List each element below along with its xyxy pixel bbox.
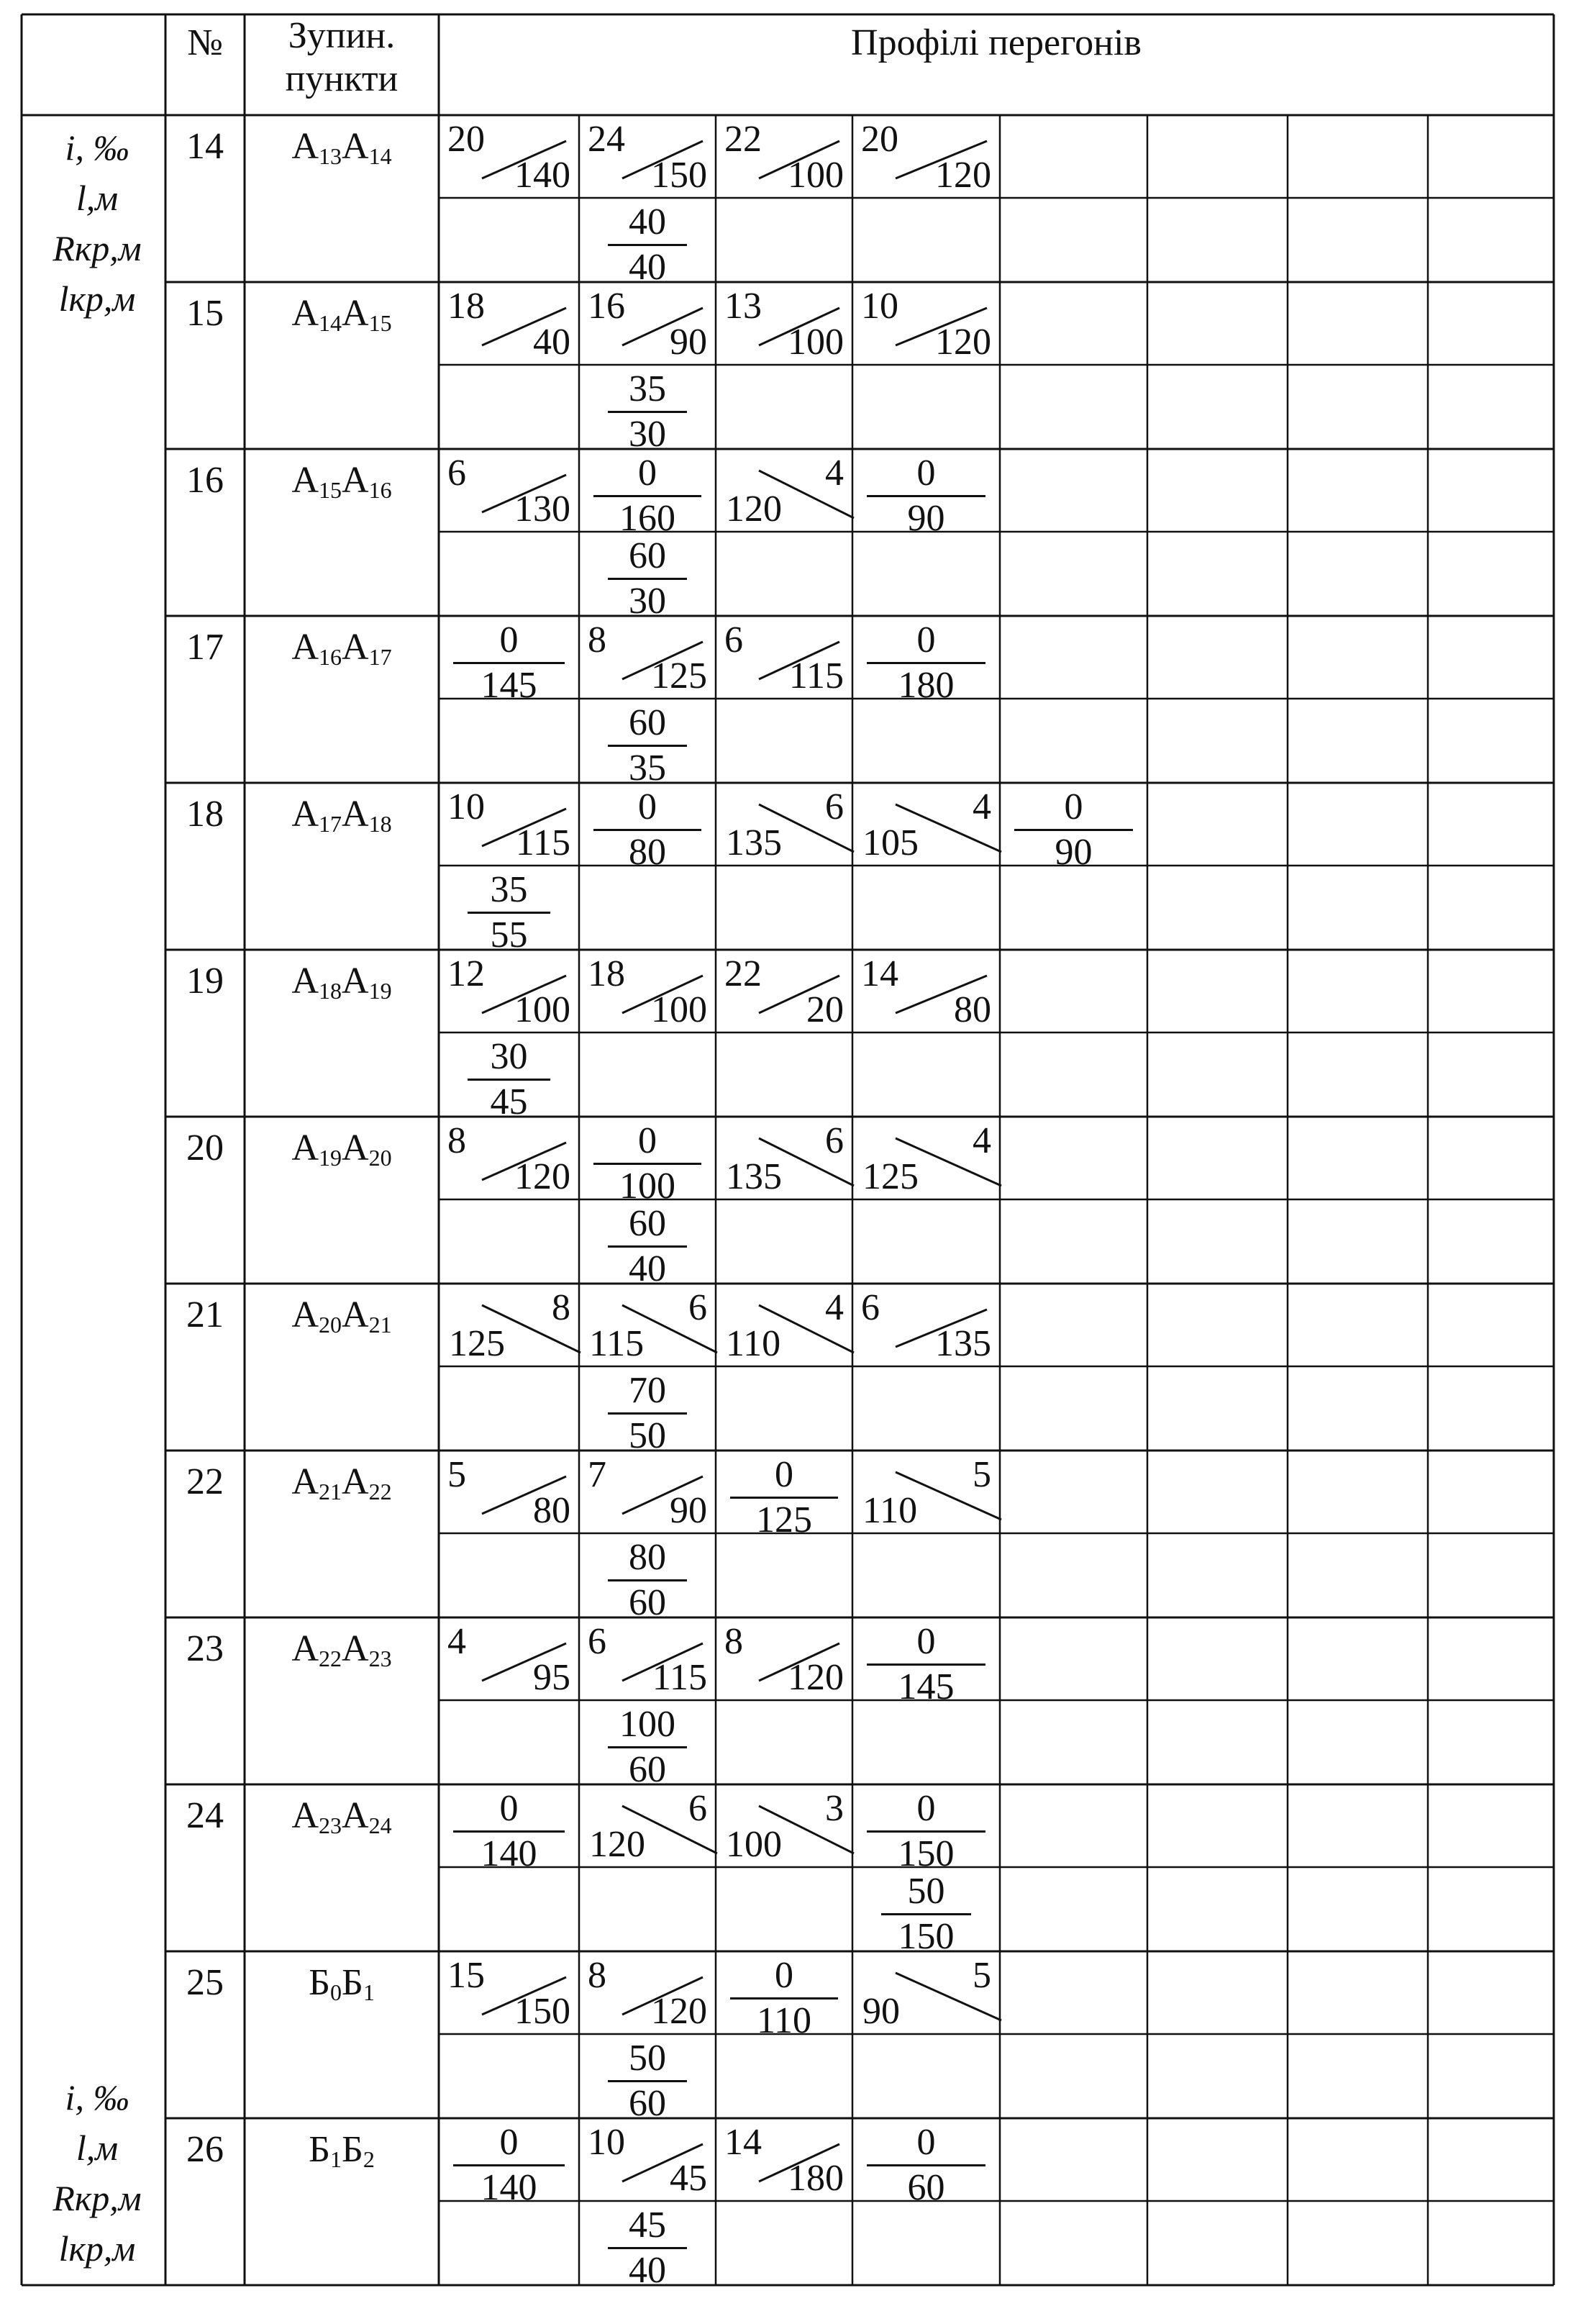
profile-length: 140: [481, 1833, 537, 1874]
row-number: 15: [186, 293, 224, 334]
profile-grade-descent: 3: [825, 1788, 844, 1829]
row-number: 22: [186, 1461, 224, 1502]
profile-grade: 0: [593, 1122, 701, 1165]
profile-element-level: [1014, 786, 1133, 873]
profile-grade-descent: 6: [688, 1287, 707, 1328]
segment-start-index: 17: [319, 811, 342, 837]
profile-grade: 0: [593, 455, 701, 497]
profile-grade-ascent: 8: [588, 619, 606, 661]
profile-grade-ascent: 14: [861, 953, 898, 994]
profile-length: 125: [756, 1499, 812, 1540]
profile-length: 145: [898, 1666, 955, 1707]
curve-element: [608, 201, 687, 288]
row-number: 19: [186, 961, 224, 1002]
label-curve-radius: Rкр,м: [53, 228, 142, 268]
profile-element-level: [867, 455, 985, 537]
curve-length: 40: [629, 2250, 666, 2291]
profile-element-level: [867, 619, 985, 706]
profile-length: 140: [514, 155, 570, 196]
profile-element-level: [593, 786, 701, 873]
profile-length: 150: [651, 155, 707, 196]
segment-end-index: 2: [363, 2146, 375, 2172]
curve-element: [608, 1205, 687, 1288]
profile-grade-ascent: 8: [588, 1955, 606, 1996]
segment-end-letter: Б: [342, 1962, 363, 2003]
label-curve-radius: Rкр,м: [53, 2178, 142, 2218]
row-number: 18: [186, 794, 224, 835]
profile-grade: 0: [1014, 789, 1133, 831]
label-length: l,м: [76, 178, 119, 218]
profile-length: 20: [806, 989, 844, 1030]
segment-name: [245, 1127, 439, 1171]
segment-end-letter: А: [342, 627, 369, 668]
profile-length: 125: [651, 655, 707, 696]
segment-end-letter: А: [342, 1127, 369, 1168]
segment-start-letter: А: [291, 1628, 319, 1669]
segment-end-letter: А: [342, 460, 369, 501]
profile-length: 135: [726, 1156, 782, 1197]
profile-length: 100: [619, 1166, 675, 1207]
segment-end-index: 18: [368, 811, 392, 837]
segment-end-index: 19: [368, 978, 392, 1004]
profile-grade-ascent: 6: [447, 453, 466, 494]
profile-length: 125: [862, 1156, 919, 1197]
segment-start-letter: А: [291, 460, 319, 501]
curve-element: [881, 1873, 971, 1956]
curve-element: [608, 1372, 687, 1455]
profile-grade-descent: 4: [825, 1287, 844, 1328]
segment-name: [245, 961, 439, 1004]
profile-length: 90: [1055, 832, 1093, 873]
segment-end-letter: А: [342, 1294, 369, 1335]
profile-grade: 0: [867, 1623, 985, 1666]
curve-element: [608, 537, 687, 620]
curve-element: [608, 2040, 687, 2123]
segment-start-index: 14: [319, 310, 342, 336]
profile-grade-ascent: 6: [588, 1621, 606, 1662]
curve-radius: 40: [608, 204, 687, 246]
profile-grade-ascent: 10: [588, 2122, 625, 2163]
curve-length: 40: [629, 247, 666, 288]
segment-start-letter: А: [291, 1127, 319, 1168]
profile-grade-ascent: 10: [447, 786, 485, 827]
curve-length: 30: [629, 414, 666, 455]
profile-grade-ascent: 7: [588, 1454, 606, 1495]
profile-grade-descent: 6: [825, 786, 844, 827]
curve-element: [468, 871, 550, 954]
curve-radius: 80: [608, 1539, 687, 1581]
label-curve-length: lкр,м: [58, 278, 136, 319]
profile-element-level: [730, 1957, 838, 2040]
profile-grade-ascent: 22: [724, 953, 762, 994]
segment-start-letter: А: [291, 961, 319, 1002]
curve-length: 35: [629, 748, 666, 789]
profile-grade: 0: [453, 2124, 565, 2166]
row-number: 25: [186, 1962, 224, 2003]
profile-length: 100: [651, 989, 707, 1030]
segment-end-index: 24: [368, 1812, 392, 1838]
profile-grade-ascent: 20: [861, 119, 898, 160]
profile-grade-ascent: 5: [447, 1454, 466, 1495]
segment-name: [245, 1962, 439, 2005]
curve-element: [608, 1706, 687, 1789]
profile-grade-ascent: 10: [861, 286, 898, 327]
profile-length: 145: [481, 665, 537, 706]
segment-end-index: 15: [368, 310, 392, 336]
side-label-top: [29, 122, 165, 324]
profile-length: 115: [788, 655, 844, 696]
segment-name: [245, 1795, 439, 1838]
profile-element-level: [453, 1790, 565, 1873]
profile-grade-ascent: 24: [588, 119, 625, 160]
header-number: №: [187, 22, 223, 63]
curve-length: 60: [629, 2083, 666, 2124]
segment-name: [245, 293, 439, 336]
profile-grade: 0: [867, 622, 985, 664]
profile-length: 120: [514, 1156, 570, 1197]
segment-end-letter: А: [342, 1628, 369, 1669]
segment-start-index: 18: [319, 978, 342, 1004]
profile-grade-descent: 8: [552, 1287, 570, 1328]
profile-length: 100: [788, 155, 844, 196]
segment-start-index: 1: [330, 2146, 342, 2172]
curve-element: [608, 2207, 687, 2289]
segment-end-letter: Б: [342, 2129, 363, 2170]
profile-length: 180: [898, 665, 955, 706]
profile-grade-descent: 4: [973, 1120, 991, 1161]
profile-grade-ascent: 18: [588, 953, 625, 994]
profile-grade-descent: 4: [973, 786, 991, 827]
curve-length: 150: [898, 1916, 955, 1957]
segment-start-letter: Б: [309, 2129, 330, 2170]
profile-grade-descent: 5: [973, 1955, 991, 1996]
header-stop-points: Зупин. пункти: [285, 15, 399, 99]
profile-element-level: [867, 2124, 985, 2207]
row-number: 16: [186, 460, 224, 501]
segment-end-letter: А: [342, 126, 369, 167]
curve-element: [608, 704, 687, 787]
profile-grade: 0: [730, 1957, 838, 2000]
profile-grade-descent: 6: [825, 1120, 844, 1161]
curve-radius: 45: [608, 2207, 687, 2249]
profile-grade-descent: 6: [688, 1788, 707, 1829]
segment-start-letter: А: [291, 1294, 319, 1335]
segment-start-letter: А: [291, 1461, 319, 1502]
segment-name: [245, 794, 439, 837]
segment-start-index: 19: [319, 1145, 342, 1171]
label-length: l,м: [76, 2128, 119, 2168]
curve-element: [608, 368, 687, 455]
segment-end-index: 14: [368, 143, 392, 169]
profile-length: 45: [670, 2158, 707, 2199]
curve-length: 45: [490, 1081, 528, 1122]
profile-element-level: [593, 1122, 701, 1205]
profile-grade-descent: 4: [825, 453, 844, 494]
row-number: 17: [186, 627, 224, 668]
profile-length: 160: [619, 498, 675, 539]
segment-end-letter: А: [342, 961, 369, 1002]
profile-element-level: [730, 1456, 838, 1539]
curve-radius: 60: [608, 1205, 687, 1248]
profile-grade-ascent: 14: [724, 2122, 762, 2163]
profile-length: 120: [935, 322, 991, 363]
row-number: 26: [186, 2129, 224, 2170]
segment-start-index: 21: [319, 1479, 342, 1504]
curve-element: [608, 1539, 687, 1622]
profile-grade-ascent: 8: [447, 1120, 466, 1161]
segment-start-letter: Б: [309, 1962, 330, 2003]
profile-grade-ascent: 8: [724, 1621, 743, 1662]
segment-name: [245, 1294, 439, 1338]
curve-radius: 100: [608, 1706, 687, 1748]
segment-name: [245, 2129, 439, 2172]
profile-length: 60: [907, 2167, 945, 2208]
profile-grade-ascent: 6: [861, 1287, 880, 1328]
profile-grade: 0: [867, 455, 985, 497]
profile-length: 115: [589, 1323, 645, 1364]
profile-grade-ascent: 22: [724, 119, 762, 160]
segment-end-letter: А: [342, 1461, 369, 1502]
profile-grade-descent: 5: [973, 1454, 991, 1495]
segment-end-index: 16: [368, 477, 392, 503]
curve-radius: 60: [608, 537, 687, 580]
profile-length: 150: [514, 1991, 570, 2032]
profile-length: 90: [907, 498, 945, 539]
segment-end-index: 1: [363, 1979, 375, 2005]
segment-end-index: 22: [368, 1479, 392, 1504]
profile-length: 100: [726, 1824, 782, 1865]
profile-length: 120: [935, 155, 991, 196]
profile-length: 105: [862, 822, 919, 863]
curve-radius: 70: [608, 1372, 687, 1415]
segment-name: [245, 126, 439, 169]
profile-length: 140: [481, 2167, 537, 2208]
row-number: 21: [186, 1294, 224, 1335]
profile-length: 125: [449, 1323, 505, 1364]
label-grade: i, ‰: [65, 2077, 129, 2118]
curve-length: 40: [629, 1248, 666, 1289]
segment-start-letter: А: [291, 1795, 319, 1836]
profile-length: 110: [756, 2000, 812, 2041]
curve-length: 30: [629, 581, 666, 622]
profile-grade-ascent: 6: [724, 619, 743, 661]
segment-start-index: 0: [330, 1979, 342, 2005]
segment-start-index: 20: [319, 1312, 342, 1338]
curve-length: 60: [629, 1582, 666, 1623]
profile-grade: 0: [453, 622, 565, 664]
profile-grade-ascent: 18: [447, 286, 485, 327]
profile-length: 120: [589, 1824, 645, 1865]
curve-radius: 30: [468, 1038, 550, 1081]
profile-element-level: [593, 455, 701, 537]
profile-length: 80: [533, 1490, 570, 1531]
profile-length: 90: [670, 1490, 707, 1531]
row-number: 24: [186, 1795, 224, 1836]
profile-grade: 0: [867, 1790, 985, 1833]
segment-name: [245, 1461, 439, 1504]
profile-length: 150: [898, 1833, 955, 1874]
profile-length: 110: [726, 1323, 781, 1364]
segment-end-index: 20: [368, 1145, 392, 1171]
profile-element-level: [453, 619, 565, 706]
profile-length: 90: [862, 1991, 900, 2032]
profile-length: 115: [652, 1657, 707, 1698]
label-curve-length: lкр,м: [58, 2228, 136, 2269]
profile-grade-ascent: 12: [447, 953, 485, 994]
curve-radius: 35: [468, 871, 550, 914]
profile-grade-ascent: 13: [724, 286, 762, 327]
profile-grade: 0: [867, 2124, 985, 2166]
curve-length: 50: [629, 1415, 666, 1456]
segment-start-letter: А: [291, 293, 319, 334]
profile-length: 80: [954, 989, 991, 1030]
profile-grade-ascent: 15: [447, 1955, 485, 1996]
segment-end-index: 17: [368, 644, 392, 670]
profile-length: 110: [862, 1490, 918, 1531]
row-number: 23: [186, 1628, 224, 1669]
profile-length: 120: [788, 1657, 844, 1698]
profile-length: 135: [726, 822, 782, 863]
curve-length: 55: [490, 914, 528, 956]
profile-element-level: [867, 1623, 985, 1706]
profile-length: 120: [651, 1991, 707, 2032]
profile-grade-ascent: 4: [447, 1621, 466, 1662]
profile-length: 180: [788, 2158, 844, 2199]
profile-grade: 0: [730, 1456, 838, 1499]
segment-end-index: 21: [368, 1312, 392, 1338]
segment-name: [245, 627, 439, 670]
segment-start-index: 13: [319, 143, 342, 169]
profile-length: 40: [533, 322, 570, 363]
segment-end-letter: А: [342, 293, 369, 334]
curve-radius: 50: [881, 1873, 971, 1915]
row-number: 14: [186, 126, 224, 167]
profile-length: 115: [515, 822, 570, 863]
label-grade: i, ‰: [65, 127, 129, 168]
segment-start-letter: А: [291, 126, 319, 167]
segment-start-index: 22: [319, 1646, 342, 1671]
profile-length: 90: [670, 322, 707, 363]
curve-element: [468, 1038, 550, 1121]
segment-start-index: 15: [319, 477, 342, 503]
profile-grade: 0: [593, 789, 701, 831]
segment-end-letter: А: [342, 794, 369, 835]
curve-length: 60: [629, 1749, 666, 1790]
profile-length: 100: [514, 989, 570, 1030]
segment-start-letter: А: [291, 794, 319, 835]
profile-length: 135: [935, 1323, 991, 1364]
segment-start-index: 23: [319, 1812, 342, 1838]
profile-length: 120: [726, 489, 782, 530]
header-station-profiles: Профілі перегонів: [851, 22, 1142, 63]
segment-name: [245, 460, 439, 503]
profile-grade-ascent: 20: [447, 119, 485, 160]
profile-grade: 0: [453, 1790, 565, 1833]
segment-start-letter: А: [291, 627, 319, 668]
profile-element-level: [453, 2124, 565, 2207]
profile-element-level: [867, 1790, 985, 1873]
row-number: 20: [186, 1127, 224, 1168]
profile-length: 95: [533, 1657, 570, 1698]
profile-grade-ascent: 16: [588, 286, 625, 327]
segment-start-index: 16: [319, 644, 342, 670]
segment-name: [245, 1628, 439, 1671]
segment-end-index: 23: [368, 1646, 392, 1671]
curve-radius: 35: [608, 371, 687, 413]
side-label-bottom: [29, 2072, 165, 2274]
curve-radius: 60: [608, 704, 687, 747]
profile-length: 100: [788, 322, 844, 363]
profile-length: 130: [514, 489, 570, 530]
curve-radius: 50: [608, 2040, 687, 2082]
segment-end-letter: А: [342, 1795, 369, 1836]
profile-length: 80: [629, 832, 666, 873]
